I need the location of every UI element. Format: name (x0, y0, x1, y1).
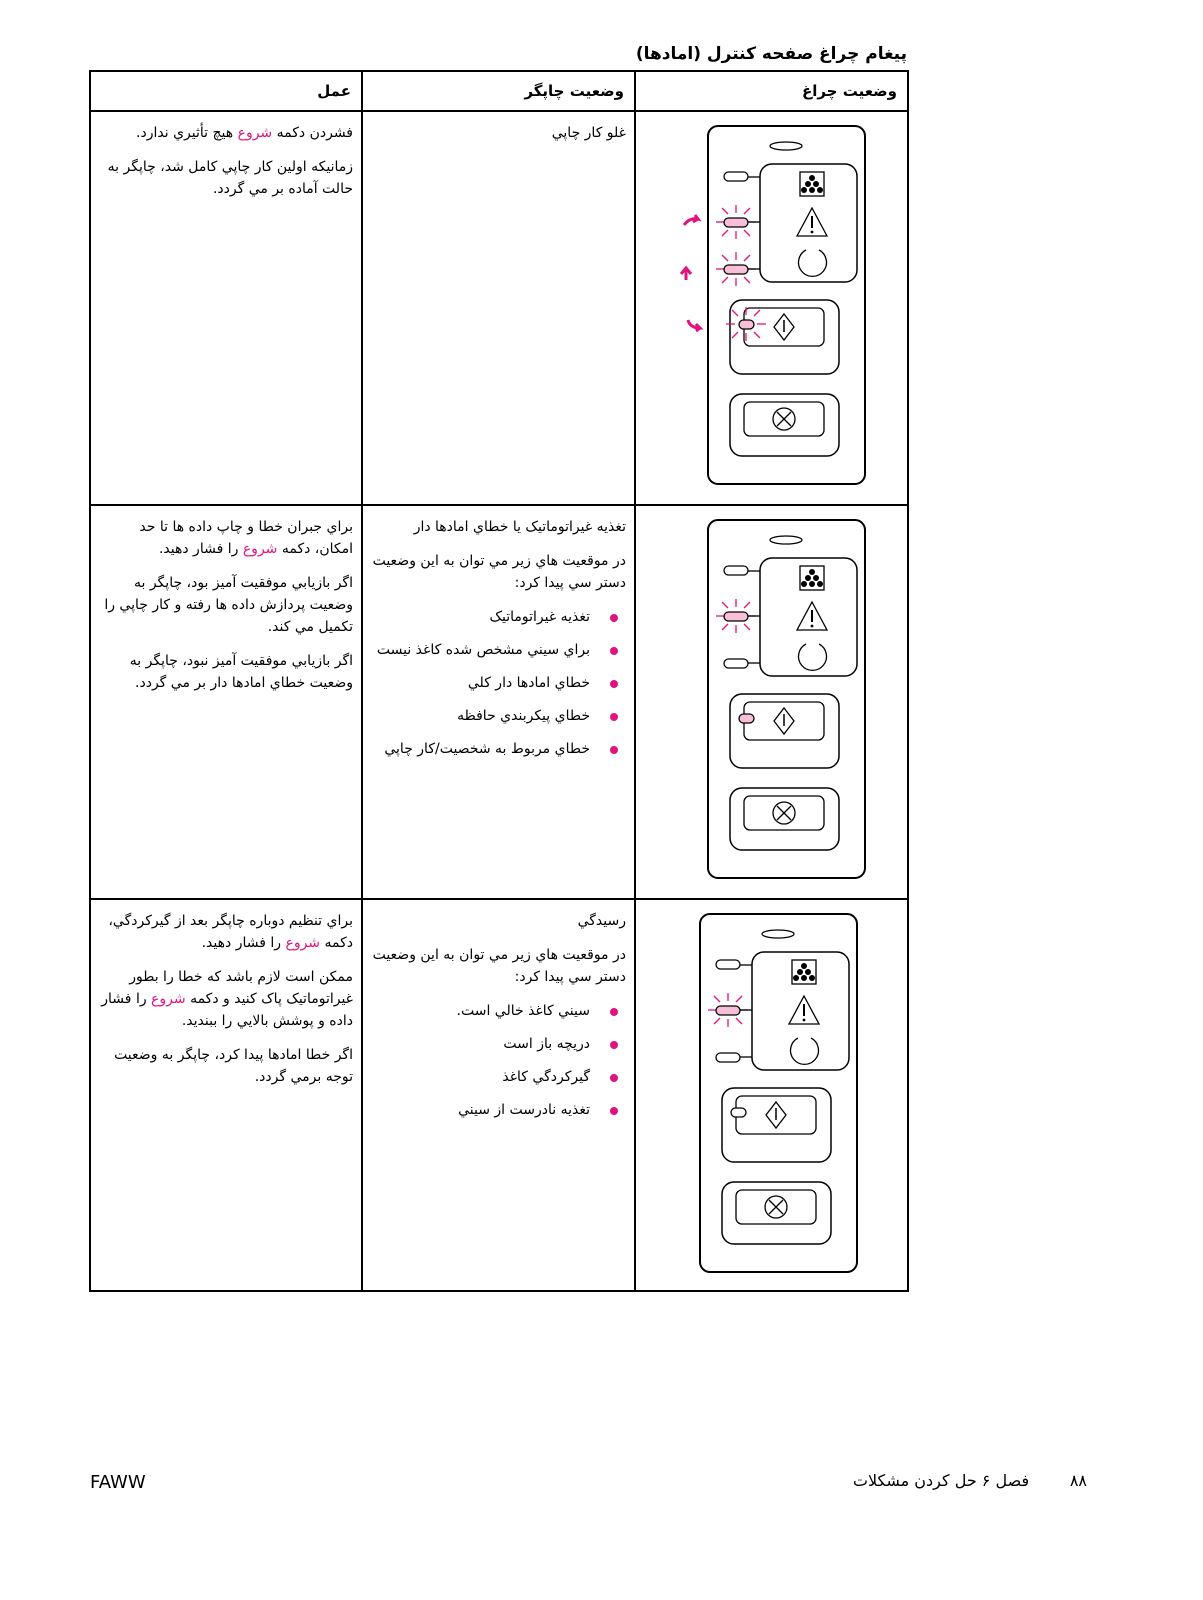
action-paragraph: اگر خطا امادها پيدا کرد، چاپگر به وضعيت توجه برمي گردد. (114, 1047, 353, 1085)
toner-led (716, 960, 740, 969)
status-list (371, 1000, 626, 1121)
go-led (739, 320, 754, 329)
header-printer-status: وضعيت چاپگر (362, 71, 635, 111)
ready-led (716, 1053, 740, 1062)
status-table (89, 70, 909, 1292)
arrow-icon (681, 268, 691, 280)
chapter-title: فصل ۶ حل کردن مشکلات (852, 1471, 1030, 1490)
panel-slot (770, 142, 802, 150)
attention-led (724, 612, 748, 621)
header-light-status: وضعيت چراغ (635, 71, 908, 111)
list-item: تغذيه نادرست از سيني (371, 1099, 626, 1121)
arrow-icon (688, 320, 700, 331)
action-paragraph: براي جبران خطا و چاپ داده ها تا حد امکان، دکمه شروع را فشار دهيد. (139, 519, 353, 557)
go-led (739, 714, 754, 723)
action-cell (90, 899, 362, 1291)
page-title: پيغام چراغ صفحه کنترل (امادها) (635, 44, 907, 64)
start-keyword: شروع (242, 541, 278, 557)
action-paragraph: اگر بازيابي موفقيت آميز نبود، چاپگر به وضعيت خطاي امادها دار بر مي گردد. (129, 653, 353, 691)
printer-status-cell (362, 111, 635, 505)
footer-chapter (853, 1471, 1087, 1490)
action-paragraph: براي تنظيم دوباره چاپگر بعد از گيرکردگي، دکمه شروع را فشار دهيد. (108, 913, 353, 951)
printer-status-cell (362, 505, 635, 899)
page-number: ۸۸ (1069, 1471, 1087, 1490)
list-item: خطاي مربوط به شخصيت/کار چاپي (371, 738, 626, 760)
cancel-icon (773, 408, 795, 430)
action-paragraph: فشردن دکمه شروع هيچ تأثيري ندارد. (136, 125, 353, 141)
action-cell (90, 111, 362, 505)
cancel-icon (773, 802, 795, 824)
control-panel-illustration (636, 900, 909, 1290)
ready-led (724, 265, 748, 274)
list-item: تغذيه غيراتوماتيک (371, 606, 626, 628)
action-paragraph: زمانيکه اولين کار چاپي کامل شد، چاپگر به حالت آماده بر مي گردد. (107, 159, 353, 197)
printer-status-text: رسيدگي (577, 913, 626, 929)
status-intro: در موقعيت هاي زير مي توان به اين وضعيت دستر سي پيدا کرد: (372, 553, 626, 591)
printer-status-text: تغذيه غيراتوماتيک يا خطاي امادها دار (413, 519, 626, 535)
cancel-icon (765, 1196, 787, 1218)
control-panel-illustration (636, 506, 909, 898)
toner-led (724, 566, 748, 575)
action-cell (90, 505, 362, 899)
table-row (90, 899, 908, 1291)
start-keyword: شروع (151, 991, 186, 1007)
toner-led (724, 172, 748, 181)
status-list (371, 606, 626, 760)
control-panel-illustration (636, 112, 909, 504)
arrow-icon (684, 215, 698, 225)
printer-status-text: غلو کار چاپي (551, 125, 626, 141)
table-header-row (90, 71, 908, 111)
action-paragraph: ممکن است لازم باشد که خطا را بطور غيراتوماتيک پاک کنيد و دکمه شروع را فشار داده و پوشش بالايي را ببنديد. (101, 969, 353, 1029)
start-keyword: شروع (237, 125, 273, 141)
light-status-cell (635, 111, 908, 505)
attention-led (716, 1006, 740, 1015)
toner-icon (800, 566, 824, 590)
light-status-cell (635, 899, 908, 1291)
table-row (90, 111, 908, 505)
toner-icon (792, 960, 816, 984)
action-paragraph: اگر بازيابي موفقيت آميز بود، چاپگر به وضعيت پردازش داده ها رفته و کار چاپي را تکميل مي کند. (104, 575, 353, 635)
list-item: براي سيني مشخص شده کاغذ نيست (371, 639, 626, 661)
list-item: خطاي پيکربندي حافظه (371, 705, 626, 727)
printer-status-cell (362, 899, 635, 1291)
start-keyword: شروع (285, 935, 321, 951)
list-item: گيرکردگي کاغذ (371, 1066, 626, 1088)
go-led (731, 1108, 746, 1117)
list-item: خطاي امادها دار کلي (371, 672, 626, 694)
table-row (90, 505, 908, 899)
toner-icon (800, 172, 824, 196)
ready-led (724, 659, 748, 668)
footer-brand: FAWW (90, 1472, 146, 1493)
attention-led (724, 218, 748, 227)
list-item: دريچه باز است (371, 1033, 626, 1055)
header-action: عمل (90, 71, 362, 111)
status-intro: در موقعيت هاي زير مي توان به اين وضعيت دستر سي پيدا کرد: (372, 947, 626, 985)
list-item: سيني کاغذ خالي است. (371, 1000, 626, 1022)
light-status-cell (635, 505, 908, 899)
